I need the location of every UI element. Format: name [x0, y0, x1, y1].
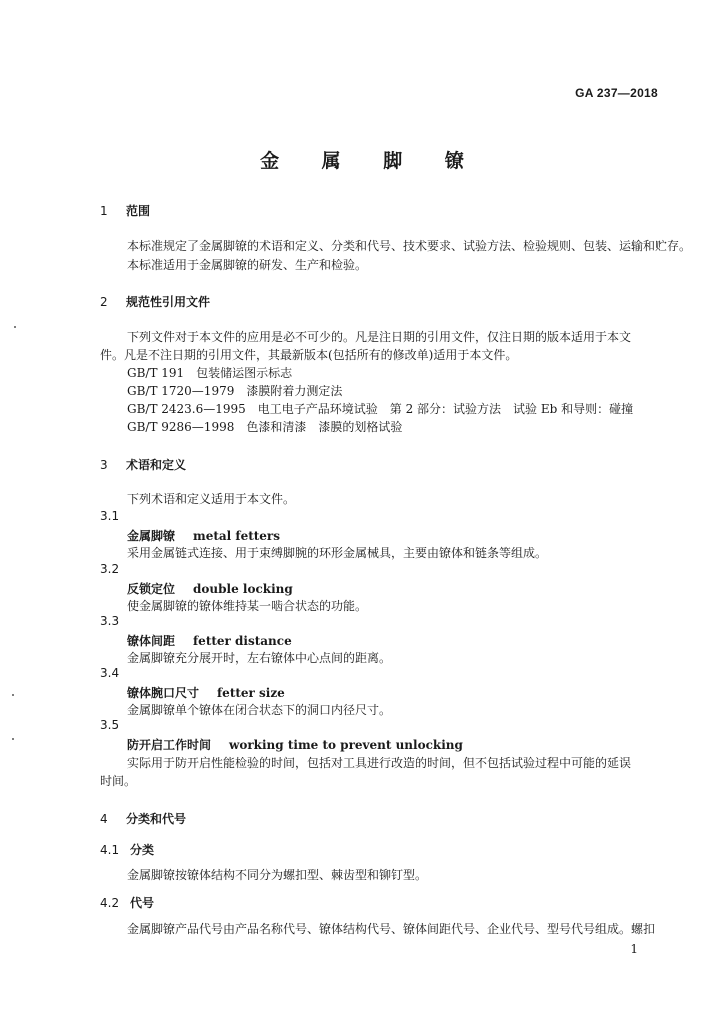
reference-item: GB/T 9286—1998 色漆和清漆 漆膜的划格试验	[127, 420, 403, 434]
references-intro-line-1: 下列文件对于本文件的应用是必不可少的。凡是注日期的引用文件，仅注日期的版本适用于本文	[127, 330, 632, 344]
term-en: working time to prevent unlocking	[229, 738, 463, 752]
term-number: 3.5	[100, 718, 120, 732]
subsection-number: 4.2	[100, 896, 120, 910]
references-intro-line-2: 件。凡是不注日期的引用文件，其最新版本(包括所有的修改单)适用于本文件。	[100, 348, 518, 362]
term-definition: 金属脚镣单个镣体在闭合状态下的洞口内径尺寸。	[127, 703, 392, 717]
term-heading	[127, 527, 280, 544]
section-title: 分类和代号	[126, 812, 187, 826]
scope-paragraph-1: 本标准规定了金属脚镣的术语和定义、分类和代号、技术要求、试验方法、检验规则、包装、运输和贮存。	[127, 239, 692, 253]
section-number: 4	[100, 812, 108, 826]
term-definition-line-1: 实际用于防开启性能检验的时间，包括对工具进行改造的时间，但不包括试验过程中可能的延误	[127, 756, 632, 770]
scope-paragraph-2: 本标准适用于金属脚镣的研发、生产和检验。	[127, 258, 368, 272]
term-definition: 金属脚镣充分展开时，左右镣体中心点间的距离。	[127, 651, 392, 665]
term-en: fetter distance	[193, 634, 292, 648]
scan-speck	[14, 326, 16, 328]
section-4-heading	[100, 810, 186, 827]
section-title: 范围	[126, 204, 151, 218]
term-en: double locking	[193, 582, 293, 596]
term-definition: 使金属脚镣的镣体维持某一啮合状态的功能。	[127, 599, 368, 613]
term-number: 3.4	[100, 666, 120, 680]
reference-item: GB/T 191 包装储运图示标志	[127, 366, 293, 380]
subsection-title: 代号	[130, 896, 155, 910]
term-en: metal fetters	[193, 529, 280, 543]
scan-speck	[12, 694, 14, 696]
page-number: 1	[630, 942, 638, 956]
subsection-4-2-heading	[100, 894, 154, 911]
term-definition-line-2: 时间。	[100, 774, 137, 788]
section-number: 2	[100, 295, 108, 309]
term-zh: 镣体腕口尺寸	[127, 686, 200, 700]
document-title: 金 属 脚 镣	[260, 150, 482, 172]
section-number: 3	[100, 458, 108, 472]
term-en: fetter size	[217, 686, 285, 700]
section-title: 术语和定义	[126, 458, 187, 472]
classification-text: 金属脚镣按镣体结构不同分为螺扣型、棘齿型和铆钉型。	[127, 868, 428, 882]
term-number: 3.3	[100, 614, 120, 628]
term-zh: 金属脚镣	[127, 529, 176, 543]
terms-intro: 下列术语和定义适用于本文件。	[127, 492, 296, 506]
section-number: 1	[100, 204, 108, 218]
reference-item: GB/T 1720—1979 漆膜附着力测定法	[127, 384, 343, 398]
term-definition: 采用金属链式连接、用于束缚脚腕的环形金属械具，主要由镣体和链条等组成。	[127, 546, 548, 560]
term-zh: 防开启工作时间	[127, 738, 212, 752]
section-title: 规范性引用文件	[126, 295, 211, 309]
reference-item: GB/T 2423.6—1995 电工电子产品环境试验 第 2 部分：试验方法 试验 Eb 和导则：碰撞	[127, 402, 634, 416]
subsection-4-1-heading	[100, 841, 154, 858]
term-heading	[127, 684, 285, 701]
section-3-heading	[100, 456, 186, 473]
standard-code: GA 237—2018	[575, 86, 658, 100]
term-zh: 镣体间距	[127, 634, 176, 648]
subsection-title: 分类	[130, 843, 155, 857]
subsection-number: 4.1	[100, 843, 120, 857]
term-heading	[127, 632, 292, 649]
term-heading	[127, 736, 463, 753]
scan-speck	[12, 738, 14, 740]
term-number: 3.2	[100, 562, 120, 576]
term-zh: 反锁定位	[127, 582, 176, 596]
term-heading	[127, 580, 293, 597]
term-number: 3.1	[100, 509, 120, 523]
section-2-heading	[100, 293, 210, 310]
code-text: 金属脚镣产品代号由产品名称代号、镣体结构代号、镣体间距代号、企业代号、型号代号组成。螺扣	[127, 922, 656, 936]
section-1-heading	[100, 202, 150, 219]
